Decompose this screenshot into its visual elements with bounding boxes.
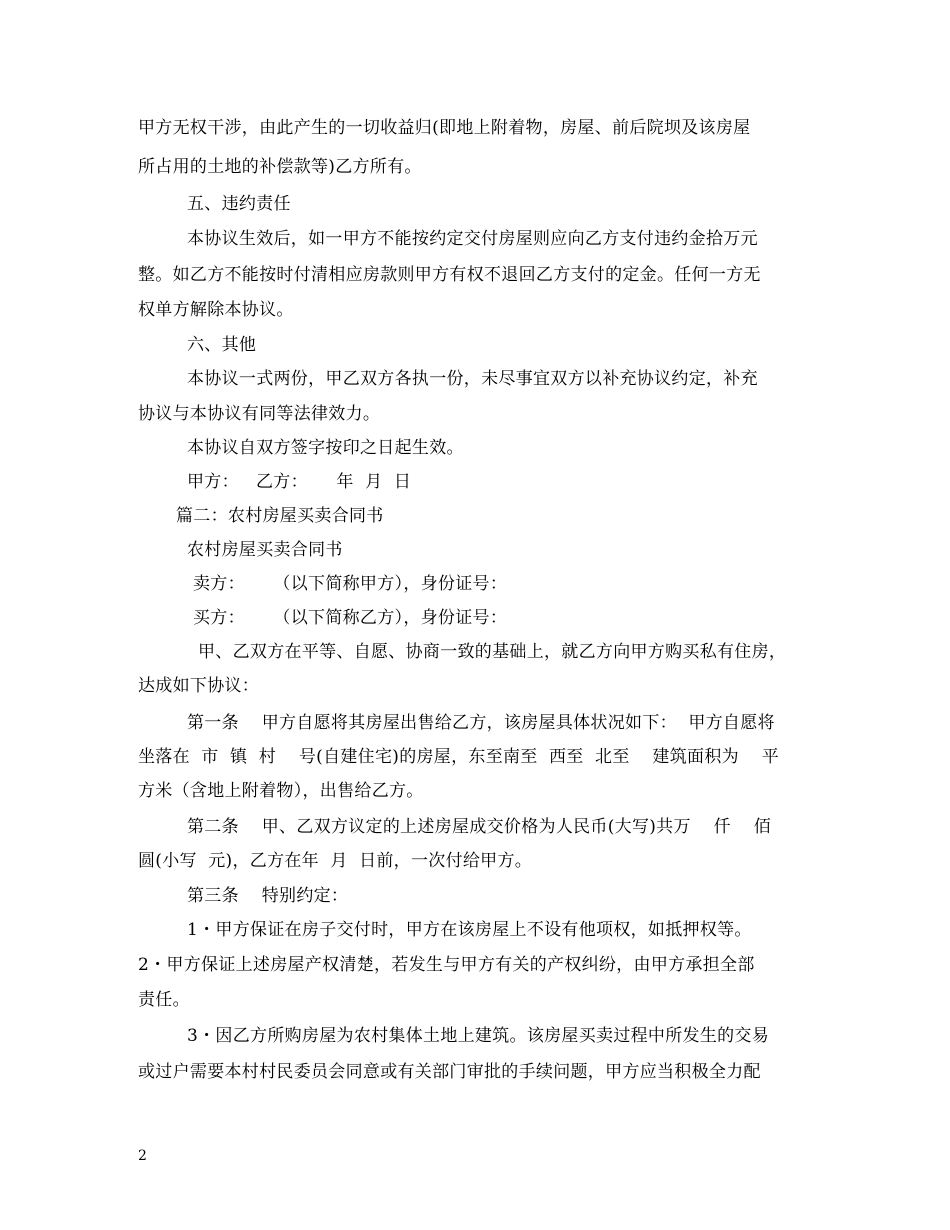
text-line: 或过户需要本村村民委员会同意或有关部门审批的手续问题，甲方应当积极全力配	[138, 1062, 761, 1082]
text-line: 协议与本协议有同等法律效力。	[138, 404, 381, 424]
text-line: 责任。	[138, 990, 190, 1010]
page-number: 2	[138, 1148, 147, 1164]
text-line: 3・因乙方所购房屋为农村集体土地上建筑。该房屋买卖过程中所发生的交易	[187, 1026, 770, 1046]
text-line: 方米（含地上附着物），出售给乙方。	[138, 781, 424, 801]
chapter-title: 篇二：农村房屋买卖合同书	[176, 506, 384, 526]
article-line: 第一条 甲方自愿将其房屋出售给乙方，该房屋具体状况如下： 甲方自愿将	[187, 713, 775, 733]
text-line: 本协议一式两份，甲乙双方各执一份，未尽事宜双方以补充协议约定，补充	[187, 369, 758, 389]
text-line: 圆(小写 元)，乙方在年 月 日前，一次付给甲方。	[138, 851, 533, 871]
text-line: 坐落在 市 镇 村 号(自建住宅)的房屋，东至南至 西至 北至 建筑面积为 平	[138, 747, 780, 767]
text-line: 本协议生效后，如一甲方不能按约定交付房屋则应向乙方支付违约金拾万元	[187, 229, 758, 249]
section-heading: 六、其他	[187, 335, 257, 355]
text-line: 2・甲方保证上述房屋产权清楚，若发生与甲方有关的产权纠纷，由甲方承担全部	[138, 955, 755, 975]
buyer-line: 买方： （以下简称乙方），身份证号：	[193, 608, 508, 628]
text-line: 达成如下协议：	[138, 676, 260, 696]
text-line: 1・甲方保证在房子交付时，甲方在该房屋上不设有他项权，如抵押权等。	[187, 920, 752, 940]
contract-title: 农村房屋买卖合同书	[187, 540, 343, 560]
text-line: 甲方无权干涉，由此产生的一切收益归(即地上附着物，房屋、前后院坝及该房屋	[138, 118, 751, 138]
article-line: 第二条 甲、乙双方议定的上述房屋成交价格为人民币(大写)共万 仟 佰	[187, 817, 772, 837]
text-line: 甲、乙双方在平等、自愿、协商一致的基础上，就乙方向甲方购买私有住房，	[198, 642, 787, 662]
article-line: 第三条 特别约定：	[187, 886, 349, 906]
text-line: 权单方解除本协议。	[138, 300, 294, 320]
text-line: 所占用的土地的补偿款等)乙方所有。	[138, 157, 422, 177]
text-line: 本协议自双方签字按印之日起生效。	[187, 438, 464, 458]
section-heading: 五、违约责任	[187, 194, 291, 214]
seller-line: 卖方： （以下简称甲方），身份证号：	[193, 574, 508, 594]
signature-line: 甲方： 乙方： 年 月 日	[187, 472, 412, 492]
text-line: 整。如乙方不能按时付清相应房款则甲方有权不退回乙方支付的定金。任何一方无	[138, 265, 761, 285]
